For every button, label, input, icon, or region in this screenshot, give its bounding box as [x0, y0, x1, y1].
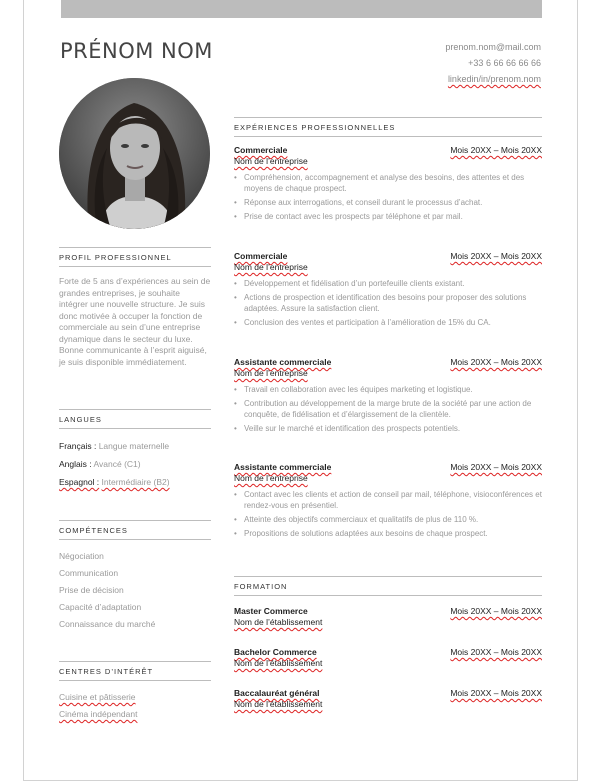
job-bullet: • Travail en collaboration avec les équipes marketing et logistique.: [234, 384, 542, 395]
skill-item: Capacité d’adaptation: [59, 602, 142, 612]
language-item: [59, 437, 211, 455]
job-bullet: • Compréhension, accompagnement et analyse des besoins, des attentes et des moyens de chaque prospect.: [234, 172, 542, 194]
education-section: [234, 576, 542, 596]
interest-item: Cuisine et pâtisserie: [59, 692, 136, 702]
job-dates: Mois 20XX – Mois 20XX: [450, 145, 542, 155]
languages-heading: LANGUES: [59, 409, 211, 429]
skill-item: Négociation: [59, 551, 104, 561]
job-dates: Mois 20XX – Mois 20XX: [450, 462, 542, 472]
language-level: Intermédiaire (B2): [101, 477, 170, 487]
phone-text[interactable]: +33 6 66 66 66 66: [468, 58, 541, 68]
job-entry: [234, 145, 542, 225]
contact-block: [445, 39, 541, 87]
linkedin-link[interactable]: linkedin/in/prenom.nom: [447, 74, 541, 84]
email-text[interactable]: prenom.nom@mail.com: [445, 42, 541, 52]
job-company: Nom de l’entreprise: [234, 473, 308, 483]
school-name: Nom de l’établissement: [234, 617, 323, 627]
education-entry: [234, 688, 542, 709]
language-item: [59, 473, 211, 491]
job-bullet: • Veille sur le marché et identification des prospects potentiels.: [234, 423, 542, 434]
experience-section: [234, 117, 542, 137]
job-company: Nom de l’entreprise: [234, 368, 308, 378]
job-entry: [234, 251, 542, 331]
job-dates: Mois 20XX – Mois 20XX: [450, 357, 542, 367]
job-dates: Mois 20XX – Mois 20XX: [450, 251, 542, 261]
education-entry: [234, 606, 542, 627]
job-bullet: • Actions de prospection et identification des besoins pour proposer des solutions adaptées. Assure la satisfaction client.: [234, 292, 542, 314]
resume-page: [23, 0, 578, 781]
skill-item: Connaissance du marché: [59, 619, 156, 629]
languages-section: [59, 409, 211, 491]
job-bullet: • Conclusion des ventes et participation à l’amélioration de 15% du CA.: [234, 317, 542, 328]
job-company: Nom de l’entreprise: [234, 262, 308, 272]
school-name: Nom de l’établissement: [234, 658, 323, 668]
degree-title: Bachelor Commerce: [234, 647, 317, 657]
profile-section: [59, 247, 211, 368]
job-entry: [234, 357, 542, 437]
job-entry: [234, 462, 542, 542]
language-level: Langue maternelle: [98, 441, 170, 451]
skills-section: [59, 520, 211, 633]
skill-item: Communication: [59, 568, 119, 578]
language-name: Espagnol :: [59, 477, 100, 487]
degree-title: Master Commerce: [234, 606, 308, 616]
interests-section: [59, 661, 211, 723]
job-title: Assistante commerciale: [234, 357, 332, 367]
experience-heading: EXPÉRIENCES PROFESSIONNELLES: [234, 117, 542, 137]
candidate-name: PRÉNOM NOM: [60, 39, 213, 63]
language-level: Avancé (C1): [93, 459, 141, 469]
interests-heading: CENTRES D’INTÉRÊT: [59, 661, 211, 681]
education-heading: FORMATION: [234, 576, 542, 596]
job-bullet: • Développement et fidélisation d’un portefeuille clients existant.: [234, 278, 542, 289]
job-title: Commerciale: [234, 251, 288, 261]
job-bullet: • Réponse aux interrogations, et conseil durant le processus d’achat.: [234, 197, 542, 208]
education-dates: Mois 20XX – Mois 20XX: [450, 688, 542, 698]
job-bullet: • Contact avec les clients et action de conseil par mail, téléphone, visioconférences et rendez-vous en présentiel.: [234, 489, 542, 511]
job-title: Assistante commerciale: [234, 462, 332, 472]
skill-item: Prise de décision: [59, 585, 124, 595]
interest-item: Cinéma indépendant: [59, 709, 138, 719]
degree-title: Baccalauréat général: [234, 688, 320, 698]
skills-heading: COMPÉTENCES: [59, 520, 211, 540]
job-bullet: • Prise de contact avec les prospects par téléphone et par mail.: [234, 211, 542, 222]
top-banner: [61, 0, 542, 18]
education-dates: Mois 20XX – Mois 20XX: [450, 647, 542, 657]
profile-photo: [59, 78, 210, 229]
school-name: Nom de l’établissement: [234, 699, 323, 709]
language-name: Français :: [59, 441, 97, 451]
profile-heading: PROFIL PROFESSIONNEL: [59, 247, 211, 267]
education-dates: Mois 20XX – Mois 20XX: [450, 606, 542, 616]
profile-text: Forte de 5 ans d’expériences au sein de grandes entreprises, je souhaite intégrer une nouvelle structure. Je suis donc motivée à occuper la fonction de commerciale au sein d’une entreprise dynamique dans le secteur du luxe. Bonne communicante à l’esprit aiguisé, je suis disponible immédiatement.: [59, 276, 211, 367]
job-company: Nom de l’entreprise: [234, 156, 308, 166]
job-bullet: • Contribution au développement de la marge brute de la société par une action de conquête, de fidélisation et d’élargissement de la clientèle.: [234, 398, 542, 420]
job-bullet: • Propositions de solutions adaptées aux besoins de chaque prospect.: [234, 528, 542, 539]
language-item: [59, 455, 211, 473]
job-title: Commerciale: [234, 145, 288, 155]
language-name: Anglais :: [59, 459, 92, 469]
portrait-image: [59, 78, 210, 229]
education-entry: [234, 647, 542, 668]
job-bullet: • Atteinte des objectifs commerciaux et qualitatifs de plus de 110 %.: [234, 514, 542, 525]
